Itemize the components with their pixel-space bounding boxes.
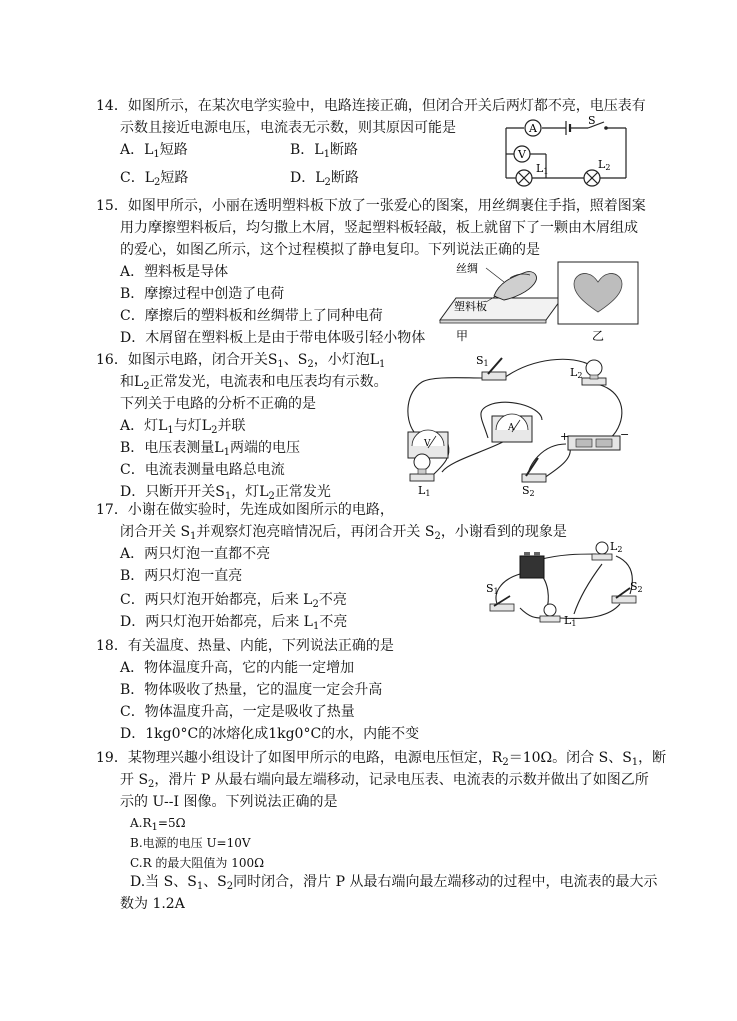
q19-stem-line2: 开 $S_2$，滑片 P 从最右端向最左端移动，记录电压表、电流表的示数并做出了如图乙所 xyxy=(120,772,649,790)
q14-circuit-figure xyxy=(496,116,636,192)
q16-option-b: B．电压表测量$L_1$两端的电压 xyxy=(120,440,300,458)
q16-voltmeter-label: V xyxy=(424,439,431,449)
q15-option-a: A．塑料板是导体 xyxy=(120,264,229,280)
q15-stem-line2: 用力摩擦塑料板后，均匀撒上木屑，竖起塑料板轻敲，板上就留下了一颗由木屑组成 xyxy=(120,220,638,236)
q16-lamp-l2 xyxy=(582,360,606,385)
q17-option-a: A．两只灯泡一直都不亮 xyxy=(120,546,271,562)
q16-s2-label: S2 xyxy=(522,484,535,498)
q15-silk-label: 丝绸 xyxy=(456,262,478,275)
q15-stem-line3: 的爱心，如图乙所示，这个过程模拟了静电复印。下列说法正确的是 xyxy=(120,242,540,258)
q16-option-c: C．电流表测量电路总电流 xyxy=(120,462,285,478)
q15-option-c: C．摩擦后的塑料板和丝绸带上了同种电荷 xyxy=(120,308,383,324)
q16-s1-label: S1 xyxy=(476,354,489,368)
q17-circuit-figure xyxy=(480,540,650,632)
q14-option-c: C．$L_2$短路 xyxy=(120,170,189,188)
q18-stem: 18．有关温度、热量、内能，下列说法正确的是 xyxy=(96,638,394,654)
q18-option-a: A．物体温度升高，它的内能一定增加 xyxy=(120,660,355,676)
q15-figure xyxy=(428,258,643,344)
q17-option-c: C．两只灯泡开始都亮，后来 $L_2$不亮 xyxy=(120,592,347,610)
q17-battery-icon xyxy=(520,552,544,578)
q16-option-a: A．灯$L_1$与灯$L_2$并联 xyxy=(120,418,246,436)
q15-option-b: B．摩擦过程中创造了电荷 xyxy=(120,286,285,302)
silk-hand-icon xyxy=(494,272,536,300)
q19-stem-line3: 示的 U--I 图像。下列说法正确的是 xyxy=(120,794,338,810)
q14-switch-label: S xyxy=(588,116,596,127)
q14-option-d: D．$L_2$断路 xyxy=(290,170,359,188)
q16-circuit-figure xyxy=(392,348,642,498)
q16-stem-line1: 16．如图示电路，闭合开关$S_1$、$S_2$，小灯泡$L_1$ xyxy=(96,352,386,370)
q17-option-d: D．两只灯泡开始都亮，后来 $L_1$不亮 xyxy=(120,614,348,632)
q16-ammeter-label: A xyxy=(508,423,515,433)
q15-option-d: D．木屑留在塑料板上是由于带电体吸引轻小物体 xyxy=(120,330,426,346)
q16-battery-plus: + xyxy=(560,430,570,443)
q14-ammeter-label: A xyxy=(529,122,537,135)
q16-stem-line2: 和$L_2$正常发光，电流表和电压表均有示数。 xyxy=(120,374,388,392)
q14-l2-label: L2 xyxy=(598,158,611,172)
q15-yi-label: 乙 xyxy=(592,329,605,343)
q16-stem-line3: 下列关于电路的分析不正确的是 xyxy=(120,396,316,412)
q19-option-a: $A.R_1=5\Omega$ xyxy=(130,816,186,833)
q17-l2-label: L2 xyxy=(610,540,623,554)
q19-option-b: B.电源的电压 U=10V xyxy=(130,836,251,850)
q19-option-d: D.当 S、$S_1$、$S_2$同时闭合，滑片 P 从最右端向最左端移动的过程中，电流表的最大示 xyxy=(130,874,658,892)
q15-plate-figure-jia xyxy=(440,268,562,323)
q14-option-b: B．$L_1$断路 xyxy=(290,142,358,160)
q14-lamp-l2 xyxy=(584,170,600,186)
q19-option-c: C.R 的最大阻值为 100Ω xyxy=(130,856,265,870)
q17-option-b: B．两只灯泡一直亮 xyxy=(120,568,243,584)
q18-option-c: C．物体温度升高，一定是吸收了热量 xyxy=(120,704,355,720)
q17-stem-line1: 17．小谢在做实验时，先连成如图所示的电路， xyxy=(96,502,394,518)
q17-l1-label: L1 xyxy=(564,614,577,628)
q16-l1-label: L1 xyxy=(418,484,431,498)
q15-plate-label: 塑料板 xyxy=(454,300,487,313)
q14-stem-line2: 示数且接近电源电压，电流表无示数，则其原因可能是 xyxy=(120,120,456,136)
q15-stem-line1: 15．如图甲所示，小丽在透明塑料板下放了一张爱心的图案，用丝绸裹住手指，照着图案 xyxy=(96,198,646,214)
q17-switch-s1 xyxy=(490,596,514,611)
q17-s1-label: S1 xyxy=(486,582,499,596)
q14-lamp-l1 xyxy=(516,170,532,186)
q17-stem-line2: 闭合开关 $S_1$并观察灯泡亮暗情况后，再闭合开关 $S_2$，小谢看到的现象是 xyxy=(120,524,567,542)
q19-option-d-line2: 数为 1.2A xyxy=(120,896,185,912)
q14-stem-line1: 14．如图所示，在某次电学实验中，电路连接正确，但闭合开关后两灯都不亮，电压表有 xyxy=(96,98,646,114)
q14-voltmeter-label: V xyxy=(518,148,526,161)
q18-option-d: D．1kg0°C的冰熔化成1kg0°C的水，内能不变 xyxy=(120,726,420,742)
q16-option-d: D．只断开开关$S_1$，灯$L_2$正常发光 xyxy=(120,484,331,502)
q17-lamp-l1 xyxy=(540,604,560,622)
q15-jia-label: 甲 xyxy=(456,329,469,343)
q17-lamp-l2 xyxy=(592,542,612,560)
q19-stem-line1: 19．某物理兴趣小组设计了如图甲所示的电路，电源电压恒定，$R_2=10\Omega$。闭合 S、$S_1$，断 xyxy=(96,750,667,768)
q17-s2-label: S2 xyxy=(630,580,643,594)
q15-heart-figure-yi xyxy=(558,262,638,324)
q14-l1-label: L1 xyxy=(536,162,549,176)
q16-battery xyxy=(568,436,620,450)
q16-l2-label: L2 xyxy=(570,366,583,380)
q14-option-a: A．$L_1$短路 xyxy=(120,142,188,160)
q18-option-b: B．物体吸收了热量，它的温度一定会升高 xyxy=(120,682,383,698)
q16-battery-minus: − xyxy=(620,428,630,441)
